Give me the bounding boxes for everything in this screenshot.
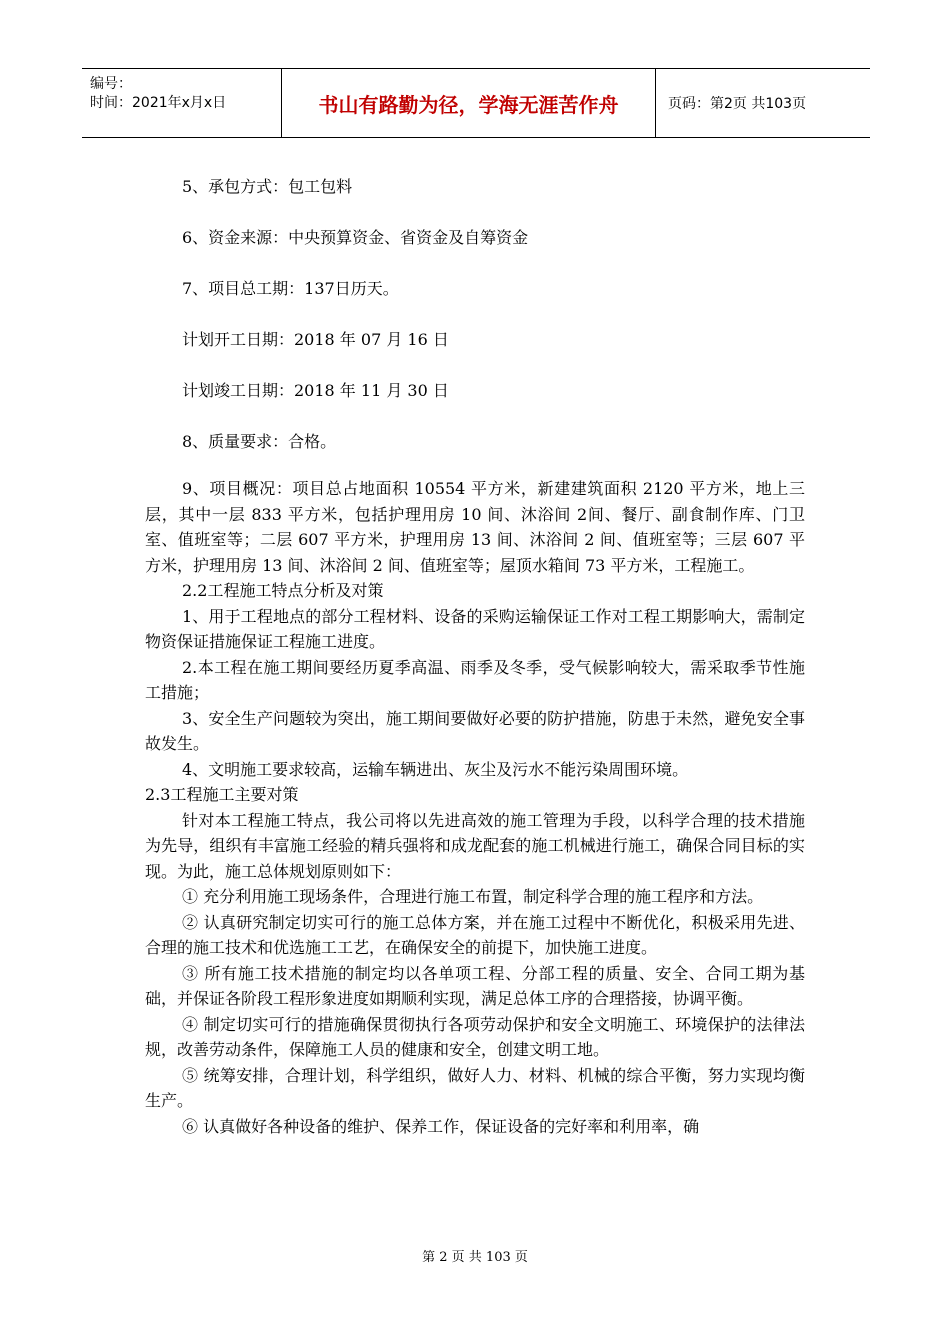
analysis-item-4: 4、文明施工要求较高，运输车辆进出、灰尘及污水不能污染周围环境。 [182,759,689,779]
project-overview: 9、项目概况：项目总占地面积 10554 平方米，新建建筑面积 2120 平方米，地上三层，其中一层 833 平方米，包括护理用房 10 间、沐浴间 2间、餐厅、副食制作库、门卫室、值班室等；二层 607 平方米，护理用房 13 间、沐浴间 2 间、值班室等；三层 607 平方米，护理用房 13 间、沐浴间 2 间、值班室等；屋顶水箱间 73 平方米，工程施工。 [145,479,805,575]
header-table [82,68,870,138]
principle-5: ⑤ 统筹安排，合理计划，科学组织，做好人力、材料、机械的综合平衡，努力实现均衡生产。 [145,1065,805,1110]
quality-line: 8、质量要求：合格。 [182,432,337,451]
contract-mode-line: 5、承包方式：包工包料 [182,177,353,196]
page-footer: 第 2 页 共 103 页 [422,1250,528,1265]
principle-3: ③ 所有施工技术措施的制定均以各单项工程、分部工程的质量、安全、合同工期为基础，并保证各阶段工程形象进度如期顺利实现，满足总体工序的合理搭接，协调平衡。 [145,963,805,1008]
principle-6: ⑥ 认真做好各种设备的维护、保养工作，保证设备的完好率和利用率，确 [182,1116,700,1136]
start-date-line: 计划开工日期：2018 年 07 月 16 日 [182,330,449,349]
funding-source-line: 6、资金来源：中央预算资金、省资金及自筹资金 [182,228,529,247]
time-label: 时间：2021年x月x日 [90,95,227,111]
analysis-item-1: 1、用于工程地点的部分工程材料、设备的采购运输保证工作对工程工期影响大，需制定物资保证措施保证工程施工进度。 [145,606,805,651]
motto: 书山有路勤为径，学海无涯苦作舟 [282,69,656,137]
strategy-intro: 针对本工程施工特点，我公司将以先进高效的施工管理为手段，以科学合理的技术措施为先导，组织有丰富施工经验的精兵强将和成龙配套的施工机械进行施工，确保合同目标的实现。为此，施工总体规划原则如下： [145,810,805,881]
number-label: 编号： [90,76,132,92]
duration-line: 7、项目总工期：137日历天。 [182,279,399,298]
principle-4: ④ 制定切实可行的措施确保贯彻执行各项劳动保护和安全文明施工、环境保护的法律法规，改善劳动条件，保障施工人员的健康和安全，创建文明工地。 [145,1014,805,1059]
page-label: 页码：第2页 共103页 [668,96,807,112]
principle-2: ② 认真研究制定切实可行的施工总体方案，并在施工过程中不断优化，积极采用先进、合理的施工技术和优选施工工艺，在确保安全的前提下，加快施工进度。 [145,912,805,957]
section-heading-2-3: 2.3工程施工主要对策 [145,785,299,804]
section-heading-2-2: 2.2工程施工特点分析及对策 [182,581,384,600]
end-date-line: 计划竣工日期：2018 年 11 月 30 日 [182,381,449,400]
header-left-cell [82,69,282,137]
document-body [145,170,805,1139]
analysis-item-3: 3、安全生产问题较为突出，施工期间要做好必要的防护措施，防患于未然，避免安全事故发生。 [145,708,805,753]
analysis-item-2: 2.本工程在施工期间要经历夏季高温、雨季及冬季，受气候影响较大，需采取季节性施工措施； [145,657,805,702]
principle-1: ① 充分利用施工现场条件，合理进行施工布置，制定科学合理的施工程序和方法。 [182,887,764,906]
